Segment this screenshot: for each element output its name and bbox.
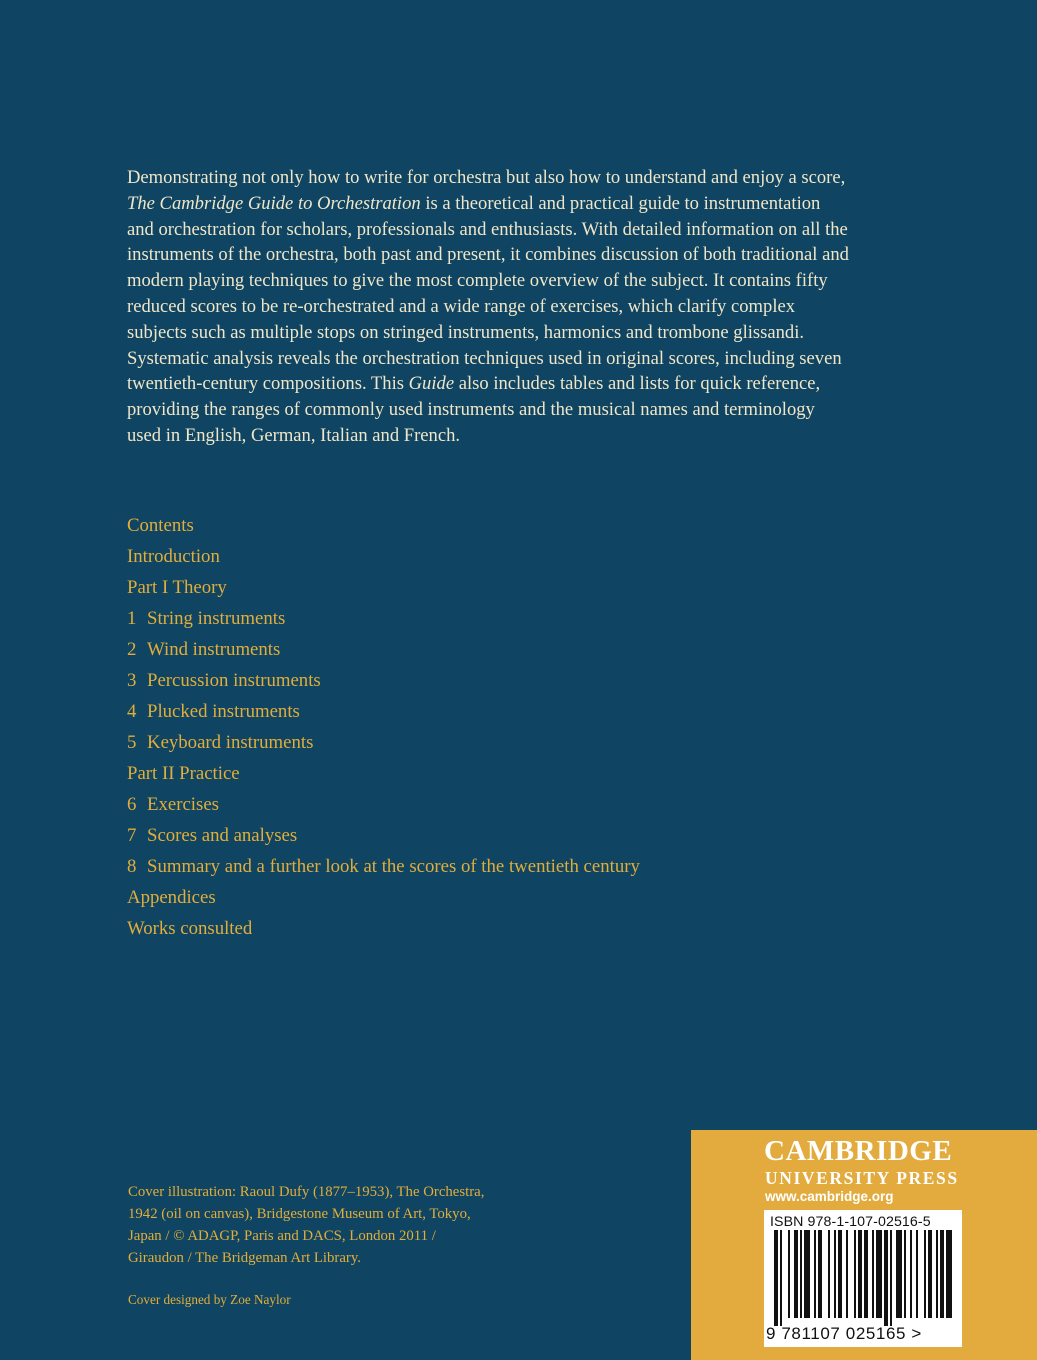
barcode-bar [916,1230,918,1318]
contents-item: 4 Plucked instruments [127,698,847,729]
chapter-number: 7 [127,825,137,846]
barcode-icon [764,1230,962,1326]
publisher-url: www.cambridge.org [765,1189,894,1204]
chapter-number: 8 [127,856,137,877]
contents-item: Part II Practice [127,763,240,784]
barcode-bar [774,1230,778,1326]
isbn-number: ISBN 978-1-107-02516-5 [770,1214,931,1230]
barcode-bar [924,1230,926,1318]
barcode-bar [936,1230,938,1318]
barcode-bar [940,1230,944,1318]
chapter-number: 6 [127,794,137,815]
contents-item: Contents [127,515,194,536]
contents-item: Introduction [127,546,220,567]
barcode-bar [864,1230,868,1318]
barcode-bar [928,1230,932,1318]
publisher-name: CAMBRIDGE [764,1135,953,1167]
barcode-block [764,1210,962,1347]
chapter-number: 2 [127,639,137,660]
blurb-text-2: is a theoretical and practical guide to instrumentation and orchestration for scholars, professionals and enthusiasts. With detailed information on all the instruments of the orchestra, both past and present, it combines discussion of both traditional and modern playing techniques to give the most complete overview of the subject. It contains fifty reduced scores to be re-orchestrated and a wide range of exercises, which clarify complex subjects such as multiple stops on stringed instruments, harmonics and trombone glissandi. Systematic analysis reveals the orchestration techniques used in original scores, including seven twentieth-century compositions. This [127,192,849,395]
barcode-bar [818,1230,822,1318]
chapter-number: 3 [127,670,137,691]
barcode-bar [876,1230,882,1318]
barcode-bar [946,1230,952,1318]
barcode-bar [780,1230,782,1326]
barcode-bar [828,1230,830,1318]
barcode-bar [838,1230,842,1318]
book-title-italic: The Cambridge Guide to Orchestration [127,192,421,214]
guide-italic: Guide [408,373,455,395]
contents-item: 5 Keyboard instruments [127,729,847,760]
contents-item: Appendices [127,887,216,908]
contents-item: 6 Exercises [127,791,847,822]
barcode-bar [788,1230,790,1318]
cover-illustration-credit: Cover illustration: Raoul Dufy (1877–1953), The Orchestra, 1942 (oil on canvas), Bridgestone Museum of Art, Tokyo, Japan / © ADAGP, Paris and DACS, London 2011 / Giraudon / The Bridgeman Art Library. [128,1184,485,1266]
barcode-bar [884,1230,888,1326]
barcode-bar [904,1230,906,1318]
barcode-bar [800,1230,802,1318]
barcode-bar [846,1230,848,1318]
cover-designer-credit: Cover designed by Zoe Naylor [128,1292,291,1307]
barcode-bar [858,1230,862,1318]
chapter-number: 5 [127,732,137,753]
table-of-contents [127,512,847,946]
contents-item: Part I Theory [127,577,227,598]
barcode-bar [872,1230,874,1318]
contents-item: 7 Scores and analyses [127,822,847,853]
barcode-bar [794,1230,798,1318]
description-blurb [127,165,849,449]
barcode-bar [814,1230,816,1318]
blurb-text-1: Demonstrating not only how to write for orchestra but also how to understand and enjoy a score, [127,167,846,188]
barcode-bar [804,1230,810,1318]
contents-item: 8 Summary and a further look at the scores of the twentieth century [127,853,847,884]
chapter-number: 1 [127,608,137,629]
publisher-panel [691,1130,1037,1360]
contents-item: Works consulted [127,918,253,939]
blurb-text-3: also includes tables and lists for quick reference, providing the ranges of commonly used instruments and the musical names and terminology used in English, German, Italian and French. [127,373,821,446]
barcode-bar [854,1230,856,1318]
contents-item: 2 Wind instruments [127,636,847,667]
publisher-subtitle: UNIVERSITY PRESS [765,1168,959,1188]
chapter-number: 4 [127,701,137,722]
barcode-bar [896,1230,902,1318]
barcode-bar [910,1230,912,1318]
barcode-bar [834,1230,836,1318]
barcode-bar [890,1230,892,1326]
contents-item: 3 Percussion instruments [127,667,847,698]
barcode-digits: 9 781107 025165 > [766,1324,922,1343]
contents-item: 1 String instruments [127,605,847,636]
